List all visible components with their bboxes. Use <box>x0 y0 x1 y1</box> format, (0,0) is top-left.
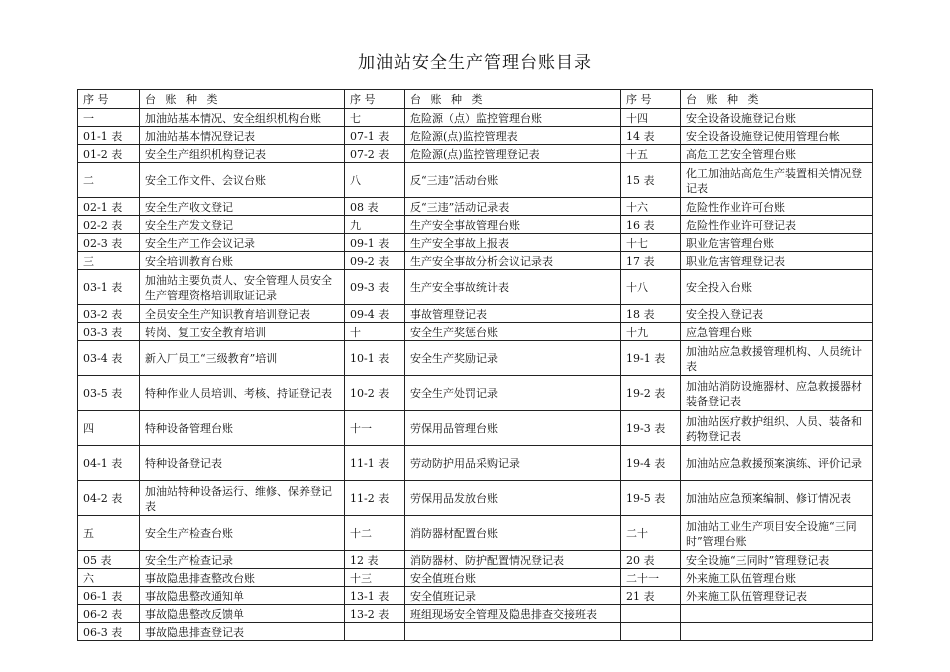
ledger-name-cell: 加油站应急预案编制、修订情况表 <box>681 481 873 516</box>
table-row <box>78 446 873 481</box>
seq-cell: 02-3 表 <box>78 234 140 252</box>
seq-cell: 12 表 <box>345 551 405 569</box>
seq-cell: 08 表 <box>345 198 405 216</box>
ledger-name-cell: 新入厂员工“三级教育”培训 <box>140 341 345 376</box>
ledger-name-cell: 外来施工队伍管理台账 <box>681 569 873 587</box>
seq-cell: 07-2 表 <box>345 145 405 163</box>
ledger-name-cell: 安全投入登记表 <box>681 305 873 323</box>
seq-cell: 09-1 表 <box>345 234 405 252</box>
seq-cell: 19-3 表 <box>621 411 681 446</box>
ledger-name-cell: 劳保用品发放台账 <box>405 481 621 516</box>
ledger-name-cell: 生产安全事故上报表 <box>405 234 621 252</box>
ledger-name-cell: 特种设备管理台账 <box>140 411 345 446</box>
ledger-name-cell: 反“三违”活动台账 <box>405 163 621 198</box>
seq-cell: 02-1 表 <box>78 198 140 216</box>
seq-cell: 14 表 <box>621 127 681 145</box>
seq-cell: 13-1 表 <box>345 587 405 605</box>
table-row <box>78 341 873 376</box>
seq-cell: 19-2 表 <box>621 376 681 411</box>
seq-cell: 九 <box>345 216 405 234</box>
seq-cell: 五 <box>78 516 140 551</box>
table-row <box>78 198 873 216</box>
ledger-name-cell: 安全生产发文登记 <box>140 216 345 234</box>
ledger-name-cell: 生产安全事故分析会议记录表 <box>405 252 621 270</box>
ledger-name-cell: 危险性作业许可台账 <box>681 198 873 216</box>
ledger-name-cell: 班组现场安全管理及隐患排查交接班表 <box>405 605 621 623</box>
seq-cell: 03-1 表 <box>78 270 140 305</box>
ledger-name-cell: 高危工艺安全管理台账 <box>681 145 873 163</box>
header-seq: 序 号 <box>621 90 681 109</box>
seq-cell: 03-2 表 <box>78 305 140 323</box>
ledger-name-cell: 危险性作业许可登记表 <box>681 216 873 234</box>
seq-cell: 11-1 表 <box>345 446 405 481</box>
seq-cell: 二十一 <box>621 569 681 587</box>
ledger-name-cell <box>681 623 873 641</box>
seq-cell: 06-2 表 <box>78 605 140 623</box>
seq-cell: 10-1 表 <box>345 341 405 376</box>
seq-cell: 01-2 表 <box>78 145 140 163</box>
document-title: 加油站安全生产管理台账目录 <box>358 53 592 73</box>
ledger-name-cell: 特种设备登记表 <box>140 446 345 481</box>
seq-cell: 三 <box>78 252 140 270</box>
ledger-name-cell: 转岗、复工安全教育培训 <box>140 323 345 341</box>
table-row <box>78 216 873 234</box>
ledger-name-cell <box>681 605 873 623</box>
seq-cell: 07-1 表 <box>345 127 405 145</box>
table-row <box>78 587 873 605</box>
seq-cell: 19-4 表 <box>621 446 681 481</box>
seq-cell: 十 <box>345 323 405 341</box>
ledger-name-cell: 生产安全事故管理台账 <box>405 216 621 234</box>
table-row <box>78 109 873 127</box>
seq-cell: 20 表 <box>621 551 681 569</box>
ledger-name-cell: 安全投入台账 <box>681 270 873 305</box>
seq-cell: 十三 <box>345 569 405 587</box>
ledger-catalog-table <box>77 89 873 641</box>
seq-cell: 八 <box>345 163 405 198</box>
ledger-name-cell: 反“三违”活动记录表 <box>405 198 621 216</box>
seq-cell: 四 <box>78 411 140 446</box>
seq-cell: 十八 <box>621 270 681 305</box>
table-row <box>78 411 873 446</box>
seq-cell: 15 表 <box>621 163 681 198</box>
table-row <box>78 376 873 411</box>
seq-cell: 一 <box>78 109 140 127</box>
ledger-name-cell: 安全值班记录 <box>405 587 621 605</box>
seq-cell: 11-2 表 <box>345 481 405 516</box>
ledger-name-cell: 加油站主要负责人、安全管理人员安全生产管理资格培训取证记录 <box>140 270 345 305</box>
ledger-name-cell: 加油站基本情况、安全组织机构台账 <box>140 109 345 127</box>
table-row <box>78 252 873 270</box>
header-seq: 序 号 <box>78 90 140 109</box>
ledger-name-cell: 加油站工业生产项目安全设施“三同时”管理台账 <box>681 516 873 551</box>
ledger-name-cell: 加油站应急救援管理机构、人员统计表 <box>681 341 873 376</box>
table-row <box>78 323 873 341</box>
table-row <box>78 234 873 252</box>
seq-cell: 01-1 表 <box>78 127 140 145</box>
ledger-name-cell: 消防器材配置台账 <box>405 516 621 551</box>
seq-cell: 06-3 表 <box>78 623 140 641</box>
seq-cell: 03-3 表 <box>78 323 140 341</box>
ledger-name-cell: 生产安全事故统计表 <box>405 270 621 305</box>
ledger-name-cell: 安全生产收文登记 <box>140 198 345 216</box>
header-kind: 台 账 种 类 <box>405 90 621 109</box>
ledger-name-cell: 应急管理台账 <box>681 323 873 341</box>
ledger-name-cell: 特种作业人员培训、考核、持证登记表 <box>140 376 345 411</box>
seq-cell: 十九 <box>621 323 681 341</box>
table-body <box>78 109 873 641</box>
table-row <box>78 305 873 323</box>
ledger-name-cell: 安全生产检查记录 <box>140 551 345 569</box>
ledger-name-cell: 外来施工队伍管理登记表 <box>681 587 873 605</box>
ledger-name-cell: 安全培训教育台账 <box>140 252 345 270</box>
seq-cell: 19-5 表 <box>621 481 681 516</box>
ledger-name-cell: 安全生产处罚记录 <box>405 376 621 411</box>
ledger-name-cell: 安全工作文件、会议台账 <box>140 163 345 198</box>
ledger-name-cell: 加油站特种设备运行、维修、保养登记表 <box>140 481 345 516</box>
seq-cell: 十七 <box>621 234 681 252</box>
seq-cell <box>345 623 405 641</box>
ledger-name-cell: 安全生产工作会议记录 <box>140 234 345 252</box>
seq-cell: 10-2 表 <box>345 376 405 411</box>
ledger-name-cell: 加油站基本情况登记表 <box>140 127 345 145</box>
seq-cell: 05 表 <box>78 551 140 569</box>
seq-cell: 03-5 表 <box>78 376 140 411</box>
ledger-name-cell: 安全生产组织机构登记表 <box>140 145 345 163</box>
ledger-name-cell: 事故隐患排查登记表 <box>140 623 345 641</box>
table-row <box>78 569 873 587</box>
seq-cell: 二 <box>78 163 140 198</box>
seq-cell: 十一 <box>345 411 405 446</box>
seq-cell: 13-2 表 <box>345 605 405 623</box>
table-row <box>78 127 873 145</box>
table-row <box>78 551 873 569</box>
ledger-name-cell: 事故隐患排查整改台账 <box>140 569 345 587</box>
seq-cell: 16 表 <box>621 216 681 234</box>
table-row <box>78 623 873 641</box>
ledger-name-cell: 危险源（点）监控管理台账 <box>405 109 621 127</box>
ledger-name-cell: 职业危害管理台账 <box>681 234 873 252</box>
ledger-name-cell: 事故隐患整改反馈单 <box>140 605 345 623</box>
seq-cell: 02-2 表 <box>78 216 140 234</box>
seq-cell: 09-4 表 <box>345 305 405 323</box>
table-row <box>78 163 873 198</box>
ledger-name-cell: 加油站应急救援预案演练、评价记录 <box>681 446 873 481</box>
seq-cell: 七 <box>345 109 405 127</box>
seq-cell: 04-2 表 <box>78 481 140 516</box>
ledger-name-cell: 消防器材、防护配置情况登记表 <box>405 551 621 569</box>
table-row <box>78 605 873 623</box>
seq-cell: 十五 <box>621 145 681 163</box>
table-row <box>78 145 873 163</box>
ledger-name-cell <box>405 623 621 641</box>
table-row <box>78 270 873 305</box>
table-header-row <box>78 90 873 109</box>
ledger-name-cell: 事故隐患整改通知单 <box>140 587 345 605</box>
ledger-name-cell: 加油站消防设施器材、应急救援器材装备登记表 <box>681 376 873 411</box>
seq-cell: 十四 <box>621 109 681 127</box>
seq-cell: 03-4 表 <box>78 341 140 376</box>
seq-cell: 二十 <box>621 516 681 551</box>
ledger-name-cell: 加油站医疗救护组织、人员、装备和药物登记表 <box>681 411 873 446</box>
seq-cell <box>621 605 681 623</box>
seq-cell: 09-2 表 <box>345 252 405 270</box>
ledger-name-cell: 安全值班台账 <box>405 569 621 587</box>
header-kind: 台 账 种 类 <box>140 90 345 109</box>
ledger-name-cell: 安全设备设施登记使用管理台帐 <box>681 127 873 145</box>
ledger-name-cell: 安全设备设施登记台账 <box>681 109 873 127</box>
seq-cell: 09-3 表 <box>345 270 405 305</box>
table-row <box>78 516 873 551</box>
seq-cell: 六 <box>78 569 140 587</box>
ledger-name-cell: 安全生产检查台账 <box>140 516 345 551</box>
ledger-name-cell: 安全生产奖励记录 <box>405 341 621 376</box>
seq-cell: 17 表 <box>621 252 681 270</box>
header-seq: 序 号 <box>345 90 405 109</box>
seq-cell: 04-1 表 <box>78 446 140 481</box>
seq-cell: 十二 <box>345 516 405 551</box>
seq-cell <box>621 623 681 641</box>
ledger-name-cell: 安全生产奖惩台账 <box>405 323 621 341</box>
ledger-name-cell: 危险源(点)监控管理登记表 <box>405 145 621 163</box>
ledger-name-cell: 全员安全生产知识教育培训登记表 <box>140 305 345 323</box>
seq-cell: 18 表 <box>621 305 681 323</box>
seq-cell: 06-1 表 <box>78 587 140 605</box>
seq-cell: 21 表 <box>621 587 681 605</box>
ledger-name-cell: 危险源(点)监控管理表 <box>405 127 621 145</box>
ledger-name-cell: 事故管理登记表 <box>405 305 621 323</box>
ledger-name-cell: 劳动防护用品采购记录 <box>405 446 621 481</box>
ledger-name-cell: 劳保用品管理台账 <box>405 411 621 446</box>
ledger-name-cell: 安全设施“三同时”管理登记表 <box>681 551 873 569</box>
ledger-name-cell: 化工加油站高危生产装置相关情况登记表 <box>681 163 873 198</box>
ledger-name-cell: 职业危害管理登记表 <box>681 252 873 270</box>
table-row <box>78 481 873 516</box>
seq-cell: 十六 <box>621 198 681 216</box>
seq-cell: 19-1 表 <box>621 341 681 376</box>
header-kind: 台 账 种 类 <box>681 90 873 109</box>
